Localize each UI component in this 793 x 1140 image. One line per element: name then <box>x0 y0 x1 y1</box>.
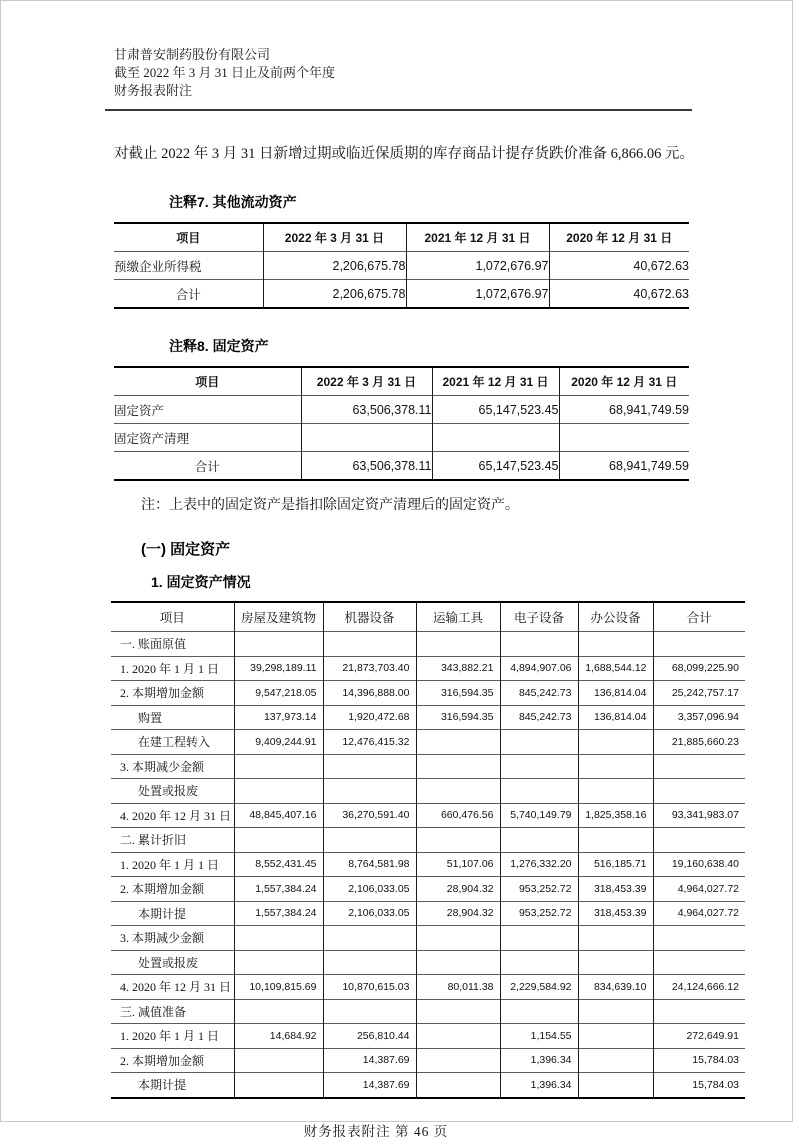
row-label: 购置 <box>111 705 234 730</box>
value-cell: 1,825,358.16 <box>578 803 653 828</box>
value-cell: 65,147,523.45 <box>432 396 559 424</box>
column-header: 办公设备 <box>578 602 653 632</box>
value-cell: 36,270,591.40 <box>323 803 416 828</box>
table-row <box>111 975 745 1000</box>
column-header: 项目 <box>176 231 201 245</box>
table-row <box>111 754 745 779</box>
table-row <box>111 681 745 706</box>
value-cell: 137,973.14 <box>234 705 323 730</box>
value-cell: 1,396.34 <box>500 1073 578 1098</box>
row-label: 合计 <box>114 280 263 309</box>
value-cell: 4,964,027.72 <box>653 877 745 902</box>
row-label: 固定资产清理 <box>114 424 301 452</box>
table-row <box>114 424 689 452</box>
value-cell: 68,941,749.59 <box>559 396 689 424</box>
value-cell: 5,740,149.79 <box>500 803 578 828</box>
value-cell <box>323 950 416 975</box>
value-cell <box>500 999 578 1024</box>
value-cell <box>578 1048 653 1073</box>
value-cell: 19,160,638.40 <box>653 852 745 877</box>
column-header: 电子设备 <box>500 602 578 632</box>
company-name: 甘肃普安制药股份有限公司 <box>114 47 271 62</box>
value-cell <box>653 926 745 951</box>
table-row <box>111 828 745 853</box>
intro-paragraph: 对截止 2022 年 3 月 31 日新增过期或临近保质期的库存商品计提存货跌价准备 6,866.06 元。 <box>114 146 694 162</box>
row-label: 1. 2020 年 1 月 1 日 <box>111 656 234 681</box>
table-row <box>111 852 745 877</box>
column-header: 2022 年 3 月 31 日 <box>301 367 432 396</box>
table-row <box>111 877 745 902</box>
column-header: 2021 年 12 月 31 日 <box>432 367 559 396</box>
document-title: 财务报表附注 <box>114 83 193 98</box>
row-label: 1. 2020 年 1 月 1 日 <box>111 852 234 877</box>
value-cell <box>578 730 653 755</box>
row-label: 二. 累计折旧 <box>111 828 234 853</box>
value-cell: 14,387.69 <box>323 1073 416 1098</box>
value-cell: 8,764,581.98 <box>323 852 416 877</box>
value-cell: 136,814.04 <box>578 681 653 706</box>
value-cell <box>559 424 689 452</box>
value-cell <box>416 779 500 804</box>
note8-title: 注释8. 固定资产 <box>169 338 269 354</box>
value-cell <box>500 730 578 755</box>
column-header: 合计 <box>653 602 745 632</box>
column-header: 项目 <box>195 375 220 389</box>
value-cell <box>500 632 578 657</box>
value-cell: 1,920,472.68 <box>323 705 416 730</box>
value-cell <box>323 632 416 657</box>
row-label: 一. 账面原值 <box>111 632 234 657</box>
value-cell: 660,476.56 <box>416 803 500 828</box>
value-cell <box>578 1073 653 1098</box>
page-footer: 财务报表附注 第 46 页 <box>303 1123 449 1139</box>
value-cell: 68,941,749.59 <box>559 452 689 481</box>
column-header: 项目 <box>159 611 185 625</box>
column-header: 房屋及建筑物 <box>234 602 323 632</box>
value-cell <box>234 779 323 804</box>
note8-footnote: 注：上表中的固定资产是指扣除固定资产清理后的固定资产。 <box>141 498 519 513</box>
value-cell: 2,206,675.78 <box>263 280 406 309</box>
value-cell: 953,252.72 <box>500 901 578 926</box>
value-cell: 1,557,384.24 <box>234 901 323 926</box>
section-title-fixed-assets: (一) 固定资产 <box>141 541 231 558</box>
document-page <box>1 1 792 1140</box>
column-header: 运输工具 <box>416 602 500 632</box>
value-cell: 48,845,407.16 <box>234 803 323 828</box>
table-row <box>111 730 745 755</box>
value-cell <box>653 754 745 779</box>
row-label: 本期计提 <box>111 1073 234 1098</box>
value-cell: 834,639.10 <box>578 975 653 1000</box>
value-cell: 318,453.39 <box>578 877 653 902</box>
value-cell <box>653 950 745 975</box>
reporting-period: 截至 2022 年 3 月 31 日止及前两个年度 <box>114 65 336 80</box>
value-cell: 9,409,244.91 <box>234 730 323 755</box>
value-cell: 845,242.73 <box>500 705 578 730</box>
value-cell: 28,904.32 <box>416 877 500 902</box>
table-row <box>111 705 745 730</box>
row-label: 处置或报废 <box>111 779 234 804</box>
row-label: 3. 本期减少金额 <box>111 754 234 779</box>
row-label: 本期计提 <box>111 901 234 926</box>
value-cell: 1,396.34 <box>500 1048 578 1073</box>
table-row <box>111 901 745 926</box>
column-header: 机器设备 <box>323 602 416 632</box>
value-cell: 12,476,415.32 <box>323 730 416 755</box>
value-cell <box>578 999 653 1024</box>
value-cell: 25,242,757.17 <box>653 681 745 706</box>
value-cell: 15,784.03 <box>653 1073 745 1098</box>
value-cell <box>578 828 653 853</box>
value-cell: 316,594.35 <box>416 705 500 730</box>
table-row <box>111 779 745 804</box>
table-header-row <box>111 602 745 632</box>
row-label: 处置或报废 <box>111 950 234 975</box>
table-row <box>114 252 689 280</box>
table-header-row <box>114 223 689 252</box>
value-cell: 21,873,703.40 <box>323 656 416 681</box>
value-cell <box>234 828 323 853</box>
value-cell: 1,557,384.24 <box>234 877 323 902</box>
table-row <box>111 1024 745 1049</box>
row-label: 4. 2020 年 12 月 31 日 <box>111 975 234 1000</box>
value-cell: 2,106,033.05 <box>323 901 416 926</box>
row-label: 3. 本期减少金额 <box>111 926 234 951</box>
value-cell <box>416 926 500 951</box>
value-cell: 1,276,332.20 <box>500 852 578 877</box>
value-cell <box>416 1073 500 1098</box>
value-cell <box>234 1048 323 1073</box>
value-cell: 136,814.04 <box>578 705 653 730</box>
value-cell: 343,882.21 <box>416 656 500 681</box>
table-header-row <box>114 367 689 396</box>
value-cell: 21,885,660.23 <box>653 730 745 755</box>
table-row <box>111 632 745 657</box>
value-cell <box>500 926 578 951</box>
value-cell: 14,387.69 <box>323 1048 416 1073</box>
row-label: 2. 本期增加金额 <box>111 1048 234 1073</box>
value-cell: 15,784.03 <box>653 1048 745 1073</box>
table-row <box>114 396 689 424</box>
value-cell: 1,688,544.12 <box>578 656 653 681</box>
value-cell: 39,298,189.11 <box>234 656 323 681</box>
value-cell: 845,242.73 <box>500 681 578 706</box>
value-cell: 93,341,983.07 <box>653 803 745 828</box>
row-label: 预缴企业所得税 <box>114 252 263 280</box>
value-cell <box>323 926 416 951</box>
row-label: 1. 2020 年 1 月 1 日 <box>111 1024 234 1049</box>
value-cell <box>234 999 323 1024</box>
value-cell: 4,894,907.06 <box>500 656 578 681</box>
value-cell: 65,147,523.45 <box>432 452 559 481</box>
value-cell: 516,185.71 <box>578 852 653 877</box>
table-row <box>114 280 689 309</box>
value-cell <box>653 779 745 804</box>
value-cell <box>500 779 578 804</box>
table-row <box>111 1073 745 1098</box>
value-cell: 14,396,888.00 <box>323 681 416 706</box>
value-cell <box>416 950 500 975</box>
value-cell: 2,106,033.05 <box>323 877 416 902</box>
value-cell: 316,594.35 <box>416 681 500 706</box>
column-header: 2022 年 3 月 31 日 <box>263 223 406 252</box>
value-cell <box>432 424 559 452</box>
value-cell: 40,672.63 <box>549 280 689 309</box>
value-cell <box>416 828 500 853</box>
row-label: 2. 本期增加金额 <box>111 681 234 706</box>
value-cell <box>578 950 653 975</box>
value-cell: 8,552,431.45 <box>234 852 323 877</box>
row-label: 合计 <box>114 452 301 481</box>
table-row <box>111 950 745 975</box>
value-cell <box>653 999 745 1024</box>
value-cell <box>416 999 500 1024</box>
value-cell: 80,011.38 <box>416 975 500 1000</box>
value-cell: 63,506,378.11 <box>301 396 432 424</box>
value-cell <box>234 926 323 951</box>
value-cell: 318,453.39 <box>578 901 653 926</box>
value-cell <box>653 632 745 657</box>
value-cell <box>500 828 578 853</box>
value-cell <box>301 424 432 452</box>
value-cell: 63,506,378.11 <box>301 452 432 481</box>
value-cell <box>416 1048 500 1073</box>
value-cell <box>578 926 653 951</box>
value-cell: 10,109,815.69 <box>234 975 323 1000</box>
value-cell: 51,107.06 <box>416 852 500 877</box>
value-cell <box>416 730 500 755</box>
value-cell <box>578 632 653 657</box>
value-cell: 4,964,027.72 <box>653 901 745 926</box>
note8-table <box>114 366 689 481</box>
row-label: 2. 本期增加金额 <box>111 877 234 902</box>
table-row <box>111 803 745 828</box>
table-row <box>111 1048 745 1073</box>
subsection-title-fixed-assets-status: 1. 固定资产情况 <box>151 574 251 590</box>
value-cell: 3,357,096.94 <box>653 705 745 730</box>
value-cell: 2,206,675.78 <box>263 252 406 280</box>
document-header <box>114 46 792 100</box>
value-cell: 1,072,676.97 <box>406 252 549 280</box>
value-cell: 10,870,615.03 <box>323 975 416 1000</box>
value-cell <box>416 1024 500 1049</box>
value-cell: 28,904.32 <box>416 901 500 926</box>
value-cell <box>323 999 416 1024</box>
value-cell <box>323 779 416 804</box>
fixed-assets-table <box>111 601 745 1099</box>
value-cell <box>234 950 323 975</box>
value-cell: 256,810.44 <box>323 1024 416 1049</box>
table-row <box>111 656 745 681</box>
value-cell: 953,252.72 <box>500 877 578 902</box>
value-cell <box>500 950 578 975</box>
note7-title: 注释7. 其他流动资产 <box>169 194 297 210</box>
table-row <box>111 999 745 1024</box>
value-cell <box>323 828 416 853</box>
value-cell <box>578 779 653 804</box>
value-cell: 14,684.92 <box>234 1024 323 1049</box>
column-header: 2020 年 12 月 31 日 <box>549 223 689 252</box>
value-cell <box>500 754 578 779</box>
value-cell: 24,124,666.12 <box>653 975 745 1000</box>
value-cell <box>234 1073 323 1098</box>
column-header: 2021 年 12 月 31 日 <box>406 223 549 252</box>
value-cell <box>323 754 416 779</box>
value-cell <box>234 754 323 779</box>
value-cell <box>416 632 500 657</box>
row-label: 在建工程转入 <box>111 730 234 755</box>
row-label: 4. 2020 年 12 月 31 日 <box>111 803 234 828</box>
value-cell <box>234 632 323 657</box>
value-cell: 2,229,584.92 <box>500 975 578 1000</box>
value-cell <box>653 828 745 853</box>
value-cell: 9,547,218.05 <box>234 681 323 706</box>
column-header: 2020 年 12 月 31 日 <box>559 367 689 396</box>
value-cell <box>578 1024 653 1049</box>
value-cell <box>578 754 653 779</box>
value-cell: 1,154.55 <box>500 1024 578 1049</box>
row-label: 固定资产 <box>114 396 301 424</box>
note7-table <box>114 222 689 309</box>
value-cell: 1,072,676.97 <box>406 280 549 309</box>
header-rule <box>105 109 692 111</box>
value-cell <box>416 754 500 779</box>
row-label: 三. 减值准备 <box>111 999 234 1024</box>
value-cell: 68,099,225.90 <box>653 656 745 681</box>
table-row <box>111 926 745 951</box>
table-row <box>114 452 689 481</box>
value-cell: 40,672.63 <box>549 252 689 280</box>
value-cell: 272,649.91 <box>653 1024 745 1049</box>
